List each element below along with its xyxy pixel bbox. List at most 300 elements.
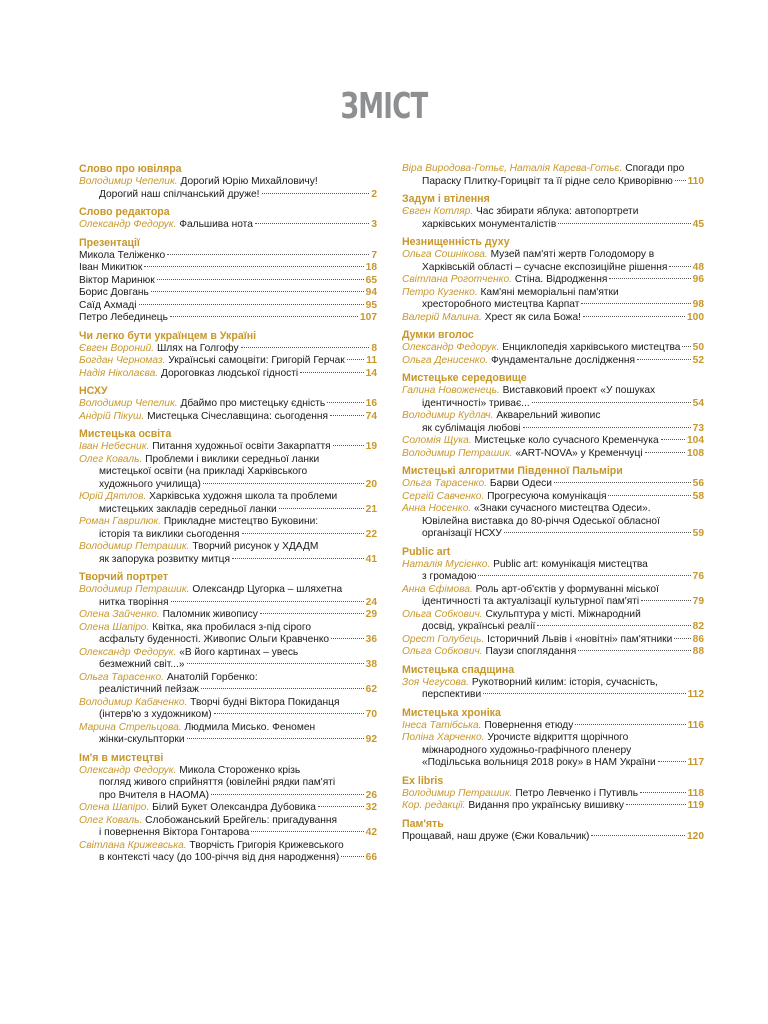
dot-leader — [144, 266, 363, 267]
toc-entry[interactable] — [79, 697, 377, 722]
page-number: 112 — [687, 689, 704, 700]
entry-title: Фундаментальне дослідження — [490, 354, 636, 366]
page-number: 116 — [687, 719, 704, 731]
toc-entry[interactable] — [402, 646, 704, 659]
toc-entry[interactable] — [402, 559, 704, 584]
page-number: 54 — [692, 397, 704, 409]
toc-entry[interactable] — [79, 343, 377, 356]
entry-text — [79, 609, 258, 622]
dot-leader — [583, 316, 685, 317]
entry-line — [402, 621, 704, 634]
page-number: 86 — [692, 633, 704, 645]
entry-text — [402, 634, 672, 647]
toc-entry[interactable] — [79, 541, 377, 566]
entry-title: Історичний Львів і «новітні» пам'ятники — [487, 633, 673, 645]
toc-entry[interactable] — [402, 287, 704, 312]
entry-line — [79, 516, 377, 529]
entry-title: харківських монументалістів — [422, 218, 557, 230]
entry-line — [402, 788, 704, 801]
page-number: 26 — [365, 789, 377, 801]
entry-title: Повернення етюду — [484, 719, 574, 731]
dot-leader — [242, 533, 364, 534]
toc-entry[interactable] — [79, 368, 377, 381]
entry-line — [402, 435, 704, 448]
entry-text — [402, 788, 638, 801]
entry-line — [79, 697, 377, 710]
toc-entry[interactable] — [402, 491, 704, 504]
entry-line — [402, 274, 704, 287]
dot-leader — [171, 601, 364, 602]
page-number: 88 — [692, 646, 704, 657]
toc-entry[interactable] — [79, 584, 377, 609]
section-heading: Творчий портрет — [79, 571, 169, 583]
entry-text — [402, 355, 635, 368]
dot-leader — [327, 402, 363, 403]
dot-leader — [151, 291, 364, 292]
entry-line — [402, 634, 704, 647]
entry-author: Петро Кузенко. — [402, 286, 478, 298]
entry-text — [402, 342, 680, 355]
entry-title: Параску Плитку-Горицвіт та її рідне село Криворівню — [422, 175, 673, 187]
entry-title: Урочисте відкриття щорічного — [487, 732, 629, 743]
entry-line — [79, 250, 377, 263]
entry-text — [79, 275, 155, 288]
page-number: 3 — [371, 219, 377, 230]
entry-title: Харківська художня школа та проблеми — [149, 491, 338, 502]
entry-title: «Подільська вольниця 2018 року» в НАМ України — [422, 757, 656, 768]
entry-text — [402, 478, 552, 491]
entry-title: Барви Одеси — [489, 478, 552, 489]
toc-entry[interactable] — [79, 765, 377, 803]
entry-author: Олена Зайченко. — [79, 609, 160, 620]
toc-entry[interactable] — [402, 584, 704, 609]
entry-line — [79, 684, 377, 697]
toc-section — [402, 775, 704, 813]
entry-line — [79, 275, 377, 288]
page-number: 104 — [687, 435, 704, 446]
entry-text — [422, 757, 656, 770]
entry-line — [402, 287, 704, 300]
toc-entry[interactable] — [402, 677, 704, 702]
toc-entry[interactable] — [402, 720, 704, 733]
entry-title: мистецької освіти (на прикладі Харківського — [99, 466, 308, 477]
entry-text — [99, 827, 249, 840]
toc-entry[interactable] — [402, 385, 704, 410]
page-number: 42 — [365, 827, 377, 838]
toc-entry[interactable] — [79, 300, 377, 313]
toc-entry[interactable] — [79, 722, 377, 747]
entry-line — [79, 672, 377, 685]
entry-text — [99, 734, 185, 747]
entry-title: Час збирати яблука: автопортрети — [476, 206, 639, 217]
entry-author: Володимир Чепелик. — [79, 176, 178, 187]
page-number: 59 — [692, 528, 704, 539]
entry-line — [402, 757, 704, 770]
entry-text — [422, 596, 639, 609]
entry-text — [79, 368, 298, 381]
dot-leader — [554, 482, 691, 483]
toc-entry[interactable] — [402, 206, 704, 231]
toc-entry[interactable] — [402, 634, 704, 647]
toc-section — [402, 163, 704, 188]
toc-entry[interactable] — [79, 176, 377, 201]
page-number: 119 — [687, 800, 704, 811]
section-heading: Задум і втілення — [402, 193, 490, 205]
entry-line — [402, 571, 704, 584]
entry-text — [402, 312, 581, 325]
page-number: 76 — [692, 571, 704, 582]
entry-text — [402, 800, 624, 813]
dot-leader — [669, 266, 690, 267]
entry-author: Ольга Собкович. — [402, 646, 483, 657]
section-heading: Презентації — [79, 236, 140, 249]
entry-text — [99, 504, 277, 517]
entry-text — [79, 411, 328, 424]
toc-entry[interactable] — [79, 262, 377, 275]
entry-text — [422, 299, 579, 312]
entry-title: досвід, українські реалії — [422, 621, 536, 632]
page-number: 32 — [365, 802, 377, 813]
dot-leader — [581, 303, 690, 304]
entry-author: Зоя Чегусова. — [402, 676, 469, 688]
entry-title: як запорука розвитку митця — [99, 553, 231, 565]
entry-title: Слобожанський Брейгель: пригадування — [145, 814, 338, 826]
entry-line — [402, 206, 704, 219]
page-number: 95 — [365, 299, 377, 311]
entry-text — [402, 435, 659, 448]
entry-title: історія та виклики сьогодення — [99, 528, 240, 540]
page-number: 50 — [692, 342, 704, 353]
entry-line — [79, 343, 377, 356]
entry-line — [79, 491, 377, 504]
entry-title: як сублімація любові — [422, 422, 521, 434]
page-number: 41 — [365, 553, 377, 565]
toc-entry[interactable] — [402, 249, 704, 274]
entry-title: Акварельний живопис — [496, 410, 601, 421]
entry-line — [402, 677, 704, 690]
toc-entry[interactable] — [79, 411, 377, 424]
entry-title: Творчі будні Віктора Покиданця — [190, 696, 340, 708]
entry-title: (інтерв'ю з художником) — [99, 709, 212, 720]
entry-title: Петро Левченко і Путивль — [515, 787, 639, 799]
entry-author: Володимир Кудлач. — [402, 410, 494, 421]
page-number: 120 — [687, 830, 704, 842]
page-number: 96 — [692, 274, 704, 285]
entry-line — [79, 634, 377, 647]
toc-entry[interactable] — [79, 815, 377, 840]
dot-leader — [626, 804, 686, 805]
entry-title: мистецьких закладів середньої ланки — [99, 503, 277, 515]
section-heading: Пам'ять — [402, 817, 444, 830]
entry-title: Скульптура у місті. Міжнародний — [485, 608, 641, 620]
toc-entry[interactable] — [402, 609, 704, 634]
dot-leader — [608, 495, 690, 496]
dot-leader — [232, 558, 364, 559]
toc-entry[interactable] — [79, 219, 377, 232]
entry-line — [402, 491, 704, 504]
toc-entry[interactable] — [79, 647, 377, 672]
entry-author: Ольга Денисенко. — [402, 354, 489, 366]
section-heading: Мистецькі алгоритми Південної Пальміри — [402, 465, 623, 477]
toc-entry[interactable] — [79, 312, 377, 325]
entry-line — [79, 709, 377, 722]
toc-section — [79, 163, 377, 201]
entry-line — [79, 479, 377, 492]
toc-entry[interactable] — [402, 732, 704, 770]
toc-entry[interactable] — [402, 342, 704, 355]
dot-leader — [675, 180, 686, 181]
entry-line — [402, 398, 704, 411]
dot-leader — [504, 532, 691, 533]
dot-leader — [637, 359, 691, 360]
entry-line — [402, 176, 704, 189]
toc-entry[interactable] — [402, 355, 704, 368]
page-number: 21 — [365, 503, 377, 515]
entry-author: Богдан Черномаз. — [79, 355, 166, 366]
toc-entry[interactable] — [79, 802, 377, 815]
toc-section — [79, 330, 377, 381]
entry-line — [79, 287, 377, 300]
dot-leader — [279, 508, 364, 509]
entry-line — [79, 541, 377, 554]
entry-line — [79, 765, 377, 778]
entry-line — [402, 299, 704, 312]
entry-text — [79, 312, 168, 325]
entry-title: Микола Стороженко крізь — [179, 764, 301, 776]
section-heading: Ex libris — [402, 774, 444, 787]
entry-line — [402, 800, 704, 813]
entry-title: Мистецька Січеславщина: сьогодення — [147, 410, 329, 422]
entry-line — [402, 646, 704, 659]
toc-section — [79, 206, 377, 232]
entry-line — [402, 559, 704, 572]
entry-line — [79, 840, 377, 853]
entry-line — [79, 622, 377, 635]
dot-leader — [251, 831, 363, 832]
entry-author: Володимир Чепелик. — [79, 398, 178, 409]
toc-entry[interactable] — [402, 831, 704, 844]
toc-section — [402, 372, 704, 460]
dot-leader — [658, 761, 686, 762]
entry-author: Володимир Петрашик. — [402, 447, 513, 459]
entry-line — [79, 466, 377, 479]
toc-entry[interactable] — [79, 355, 377, 368]
entry-author: Олег Коваль. — [79, 814, 143, 826]
page-number: 62 — [365, 684, 377, 695]
page-number: 7 — [371, 249, 377, 261]
entry-text — [99, 529, 240, 542]
dot-leader — [187, 738, 364, 739]
toc-entry[interactable] — [402, 274, 704, 287]
dot-leader — [578, 650, 690, 651]
dot-leader — [347, 359, 365, 360]
toc-entry[interactable] — [79, 250, 377, 263]
page-number: 45 — [692, 218, 704, 230]
toc-entry[interactable] — [402, 503, 704, 541]
entry-title: Фальшива нота — [179, 219, 253, 230]
entry-title: Проблеми і виклики середньої ланки — [145, 453, 320, 465]
entry-line — [79, 529, 377, 542]
toc-entry[interactable] — [79, 287, 377, 300]
entry-author: Ольга Тарасенко. — [402, 478, 487, 489]
toc-entry[interactable] — [79, 840, 377, 865]
section-heading: Слово редактора — [79, 206, 170, 218]
entry-text — [79, 262, 142, 275]
entry-line — [402, 720, 704, 733]
entry-line — [79, 504, 377, 517]
toc-entry[interactable] — [79, 398, 377, 411]
toc-entry[interactable] — [402, 312, 704, 325]
entry-text — [79, 300, 137, 313]
entry-line — [79, 734, 377, 747]
entry-title: Борис Довгань — [79, 287, 149, 298]
entry-title: Дорогий Юрію Михайловичу! — [180, 176, 318, 187]
dot-leader — [318, 806, 364, 807]
dot-leader — [157, 279, 364, 280]
entry-text — [99, 189, 260, 202]
dot-leader — [478, 575, 690, 576]
dot-leader — [674, 638, 690, 639]
entry-text — [422, 528, 502, 541]
entry-line — [402, 355, 704, 368]
dot-leader — [211, 794, 364, 795]
entry-author: Олександр Федорук. — [79, 764, 177, 776]
toc-section — [402, 546, 704, 659]
entry-author: Юрій Дятлов. — [79, 491, 147, 502]
entry-text — [99, 634, 329, 647]
page-number: 70 — [365, 709, 377, 720]
entry-line — [402, 528, 704, 541]
toc-entry[interactable] — [79, 491, 377, 516]
page-number: 52 — [692, 354, 704, 366]
toc-entry[interactable] — [79, 672, 377, 697]
entry-line — [79, 609, 377, 622]
entry-author: Кор. редакції. — [402, 800, 466, 811]
toc-entry[interactable] — [402, 800, 704, 813]
entry-title: перспективи — [422, 689, 482, 700]
toc-entry[interactable] — [402, 435, 704, 448]
dot-leader — [201, 688, 364, 689]
entry-title: Видання про українську вишивку — [468, 800, 625, 811]
entry-line — [402, 410, 704, 423]
toc-section — [79, 571, 377, 747]
entry-line — [79, 219, 377, 232]
dot-leader — [645, 452, 685, 453]
entry-line — [402, 609, 704, 622]
dot-leader — [333, 445, 364, 446]
entry-line — [402, 689, 704, 702]
toc-entry[interactable] — [79, 516, 377, 541]
entry-text — [79, 343, 239, 356]
toc-entry[interactable] — [402, 478, 704, 491]
dot-leader — [532, 402, 691, 403]
toc-section — [79, 752, 377, 865]
entry-line — [402, 584, 704, 597]
entry-line — [79, 312, 377, 325]
entry-title: Дороговказ людської гідності — [160, 367, 299, 379]
toc-entry[interactable] — [79, 622, 377, 647]
entry-line — [79, 300, 377, 313]
entry-author: Орест Голубець. — [402, 633, 485, 645]
entry-author: Анна Єфімова. — [402, 583, 473, 595]
entry-text — [402, 646, 576, 659]
section-heading: Мистецька хроніка — [402, 706, 501, 719]
entry-author: Інеса Татібська. — [402, 719, 482, 731]
page-number: 100 — [687, 311, 704, 323]
page-number: 65 — [365, 274, 377, 286]
entry-title: Роль арт-об'єктів у формуванні міської — [475, 583, 659, 595]
entry-title: Спогади про — [625, 163, 685, 174]
entry-text — [402, 831, 589, 844]
page-number: 19 — [365, 441, 377, 452]
page-number: 8 — [371, 342, 377, 354]
toc-section — [402, 818, 704, 844]
toc-entry[interactable] — [402, 410, 704, 435]
entry-title: Прощавай, наш друже (Єжи Ковальчик) — [402, 830, 590, 842]
entry-line — [79, 554, 377, 567]
entry-title: Творчий рисунок у ХДАДМ — [192, 541, 319, 552]
toc-left-column — [79, 163, 377, 870]
toc-section — [402, 664, 704, 702]
page-number: 74 — [365, 410, 377, 422]
entry-text — [79, 287, 149, 300]
entry-line — [79, 355, 377, 368]
entry-text — [79, 802, 316, 815]
entry-line — [79, 815, 377, 828]
entry-author: Соломія Щука. — [402, 435, 472, 446]
entry-text — [99, 709, 212, 722]
toc-entry[interactable] — [402, 448, 704, 461]
entry-author: Віра Виродова-Готьє, Наталія Карева-Готьє. — [402, 163, 623, 174]
entry-author: Анна Носенко. — [402, 503, 472, 514]
section-heading: Мистецька освіта — [79, 428, 172, 440]
toc-entry[interactable] — [79, 441, 377, 454]
entry-title: реалістичний пейзаж — [99, 684, 199, 695]
entry-title: Шлях на Голгофу — [156, 342, 239, 354]
toc-entry[interactable] — [79, 275, 377, 288]
entry-text — [99, 684, 199, 697]
entry-line — [402, 163, 704, 176]
toc-entry[interactable] — [79, 454, 377, 492]
page-number: 24 — [365, 596, 377, 608]
page-number: 48 — [692, 261, 704, 273]
entry-author: Олена Шапіро. — [79, 802, 150, 813]
toc-entry[interactable] — [402, 163, 704, 188]
dot-leader — [139, 304, 364, 305]
entry-title: ідентичності» триває... — [422, 397, 530, 409]
entry-text — [79, 441, 331, 454]
entry-title: безмежний світ...» — [99, 659, 185, 670]
entry-title: Дбаймо про мистецьку єдність — [180, 398, 326, 409]
page-number: 36 — [365, 634, 377, 645]
entry-line — [79, 827, 377, 840]
page-number: 82 — [692, 621, 704, 632]
toc-entry[interactable] — [79, 609, 377, 622]
entry-title: жінки-скульпторки — [99, 734, 185, 745]
toc-entry[interactable] — [402, 788, 704, 801]
entry-title: Рукотворний килим: історія, сучасність, — [471, 676, 659, 688]
page-number: 94 — [365, 287, 377, 298]
entry-line — [79, 597, 377, 610]
entry-author: Олена Шапіро. — [79, 621, 150, 633]
entry-line — [79, 790, 377, 803]
entry-author: Світлана Крижевська. — [79, 839, 187, 851]
dot-leader — [300, 372, 364, 373]
entry-line — [79, 176, 377, 189]
dot-leader — [661, 439, 685, 440]
entry-title: Творчість Григорія Крижевського — [189, 839, 344, 851]
entry-title: художнього училища) — [99, 478, 201, 490]
